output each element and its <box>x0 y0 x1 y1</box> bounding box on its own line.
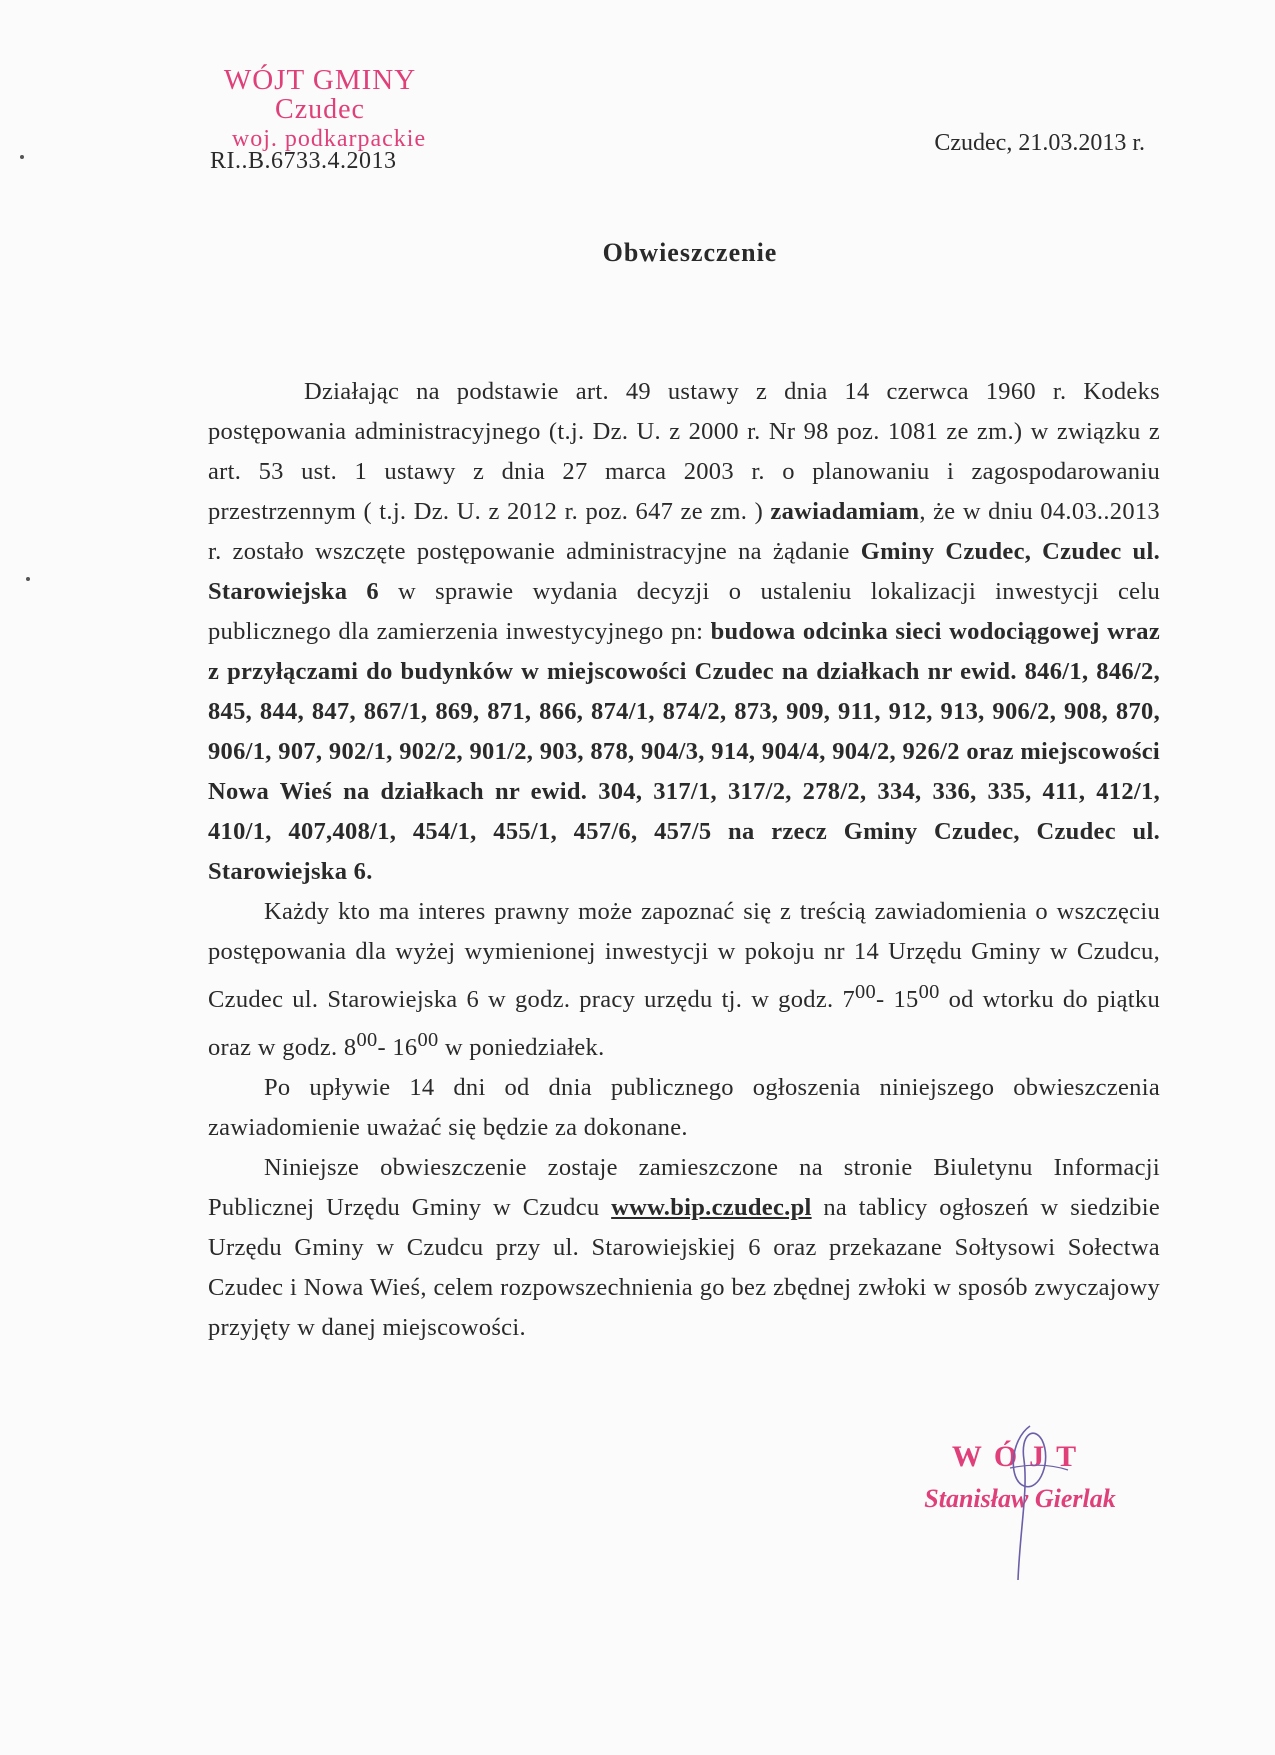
p2-text-1: Każdy kto ma interes prawny może zapoznać się z treścią zawiadomienia o wszczęciu postępowania dla wyżej wymienionej inwestycji w pokoju nr 14 Urzędu Gminy w Czudcu, Czudec ul. Starowiejska 6 w godz. pracy urzędu tj. w godz. <box>208 898 1160 1014</box>
hour-2-min: 00 <box>918 981 940 1003</box>
p1-text-3: w sprawie wydania decyzji o ustaleniu lokalizacji inwestycji celu publicznego dla zamierzenia inwestycyjnego pn: <box>208 578 1160 645</box>
p2-text-2: od wtorku do piątku oraz w godz. <box>208 986 1160 1062</box>
p1-bold-3: budowa odcinka sieci wodociągowej wraz z przyłączami do budynków w miejscowości Czudec na działkach nr ewid. 846/1, 846/2, 845, 844, 847, 867/1, 869, 871, 866, 874/1, 874/2, 873, 909, 911, 912, 913, 906/2, 908, 870, 906/1, 907, 902/1, 902/2, 901/2, 903, 878, 904/3, 914, 904/4, 904/2, 926/2 oraz miejscowości Nowa Wieś na działkach nr ewid. 304, 317/1, 317/2, 278/2, 334, 336, 335, 411, 412/1, 410/1, 407,408/1, 454/1, 455/1, 457/6, 457/5 na rzecz Gminy Czudec, Czudec ul. Starowiejska 6. <box>208 618 1160 885</box>
stamp-line-2: Czudec <box>275 94 365 125</box>
hour-2: 15 <box>893 986 919 1014</box>
hour-3-min: 00 <box>356 1029 378 1052</box>
signatory-name: Stanisław Gierlak <box>924 1484 1116 1513</box>
p1-bold-1: zawiadamiam <box>770 498 920 525</box>
scan-speck <box>26 577 30 581</box>
p2-text-3: w poniedziałek. <box>438 1034 605 1062</box>
stamp-line-1: WÓJT GMINY <box>223 64 417 96</box>
paragraph-4 <box>208 1148 1160 1348</box>
handwritten-signature-icon <box>990 1420 1080 1590</box>
hour-1: 7 <box>842 986 855 1014</box>
paragraph-2 <box>208 892 1160 1068</box>
hour-1-min: 00 <box>855 981 877 1003</box>
paragraph-3: Po upływie 14 dni od dnia publicznego ogłoszenia niniejszego obwieszczenia zawiadomienie uważać się będzie za dokonane. <box>208 1074 1160 1142</box>
bip-link[interactable]: www.bip.czudec.pl <box>611 1194 812 1222</box>
paragraph-1 <box>208 372 1160 892</box>
hour-4-min: 00 <box>417 1029 439 1052</box>
document-title: Obwieszczenie <box>602 238 778 267</box>
office-stamp <box>200 66 440 151</box>
p1-bold-2: Gminy Czudec, Czudec ul. Starowiejska 6 <box>208 538 1160 605</box>
p4-text-1: Niniejsze obwieszczenie zostaje zamieszczone na stronie Biuletynu Informacji Publicznej Urzędu Gminy w Czudcu <box>208 1154 1160 1222</box>
hour-4: 16 <box>392 1034 418 1062</box>
document-body <box>208 372 1160 1348</box>
signature-role: WÓJT <box>951 1440 1089 1473</box>
p4-text-2: na tablicy ogłoszeń w siedzibie Urzędu Gminy w Czudcu przy ul. Starowiejskiej 6 oraz przekazane Sołtysowi Sołectwa Czudec i Nowa Wieś, celem rozpowszechnienia go bez zbędnej zwłoki w sposób zwyczajowy przyjęty w danej miejscowości. <box>208 1194 1160 1342</box>
signature-stamp <box>900 1440 1140 1514</box>
hour-3: 8 <box>343 1034 357 1062</box>
reference-number: RI..B.6733.4.2013 <box>210 148 397 174</box>
document-date: Czudec, 21.03.2013 r. <box>934 130 1145 156</box>
p1-text-2: , że w dniu 04.03..2013 r. zostało wszczęte postępowanie administracyjne na żądanie <box>208 498 1160 565</box>
p1-text-1: Działając na podstawie art. 49 ustawy z dnia 14 czerwca 1960 r. Kodeks postępowania administracyjnego (t.j. Dz. U. z 2000 r. Nr 98 poz. 1081 ze zm.) w związku z art. 53 ust. 1 ustawy z dnia 27 marca 2003 r. o planowaniu i zagospodarowaniu przestrzennym ( t.j. Dz. U. z 2012 r. poz. 647 ze zm. ) <box>208 378 1160 525</box>
stamp-line-3: woj. podkarpackie <box>231 126 427 152</box>
dash-1: - <box>876 986 894 1014</box>
scan-speck <box>20 155 24 159</box>
dash-2: - <box>377 1034 393 1062</box>
